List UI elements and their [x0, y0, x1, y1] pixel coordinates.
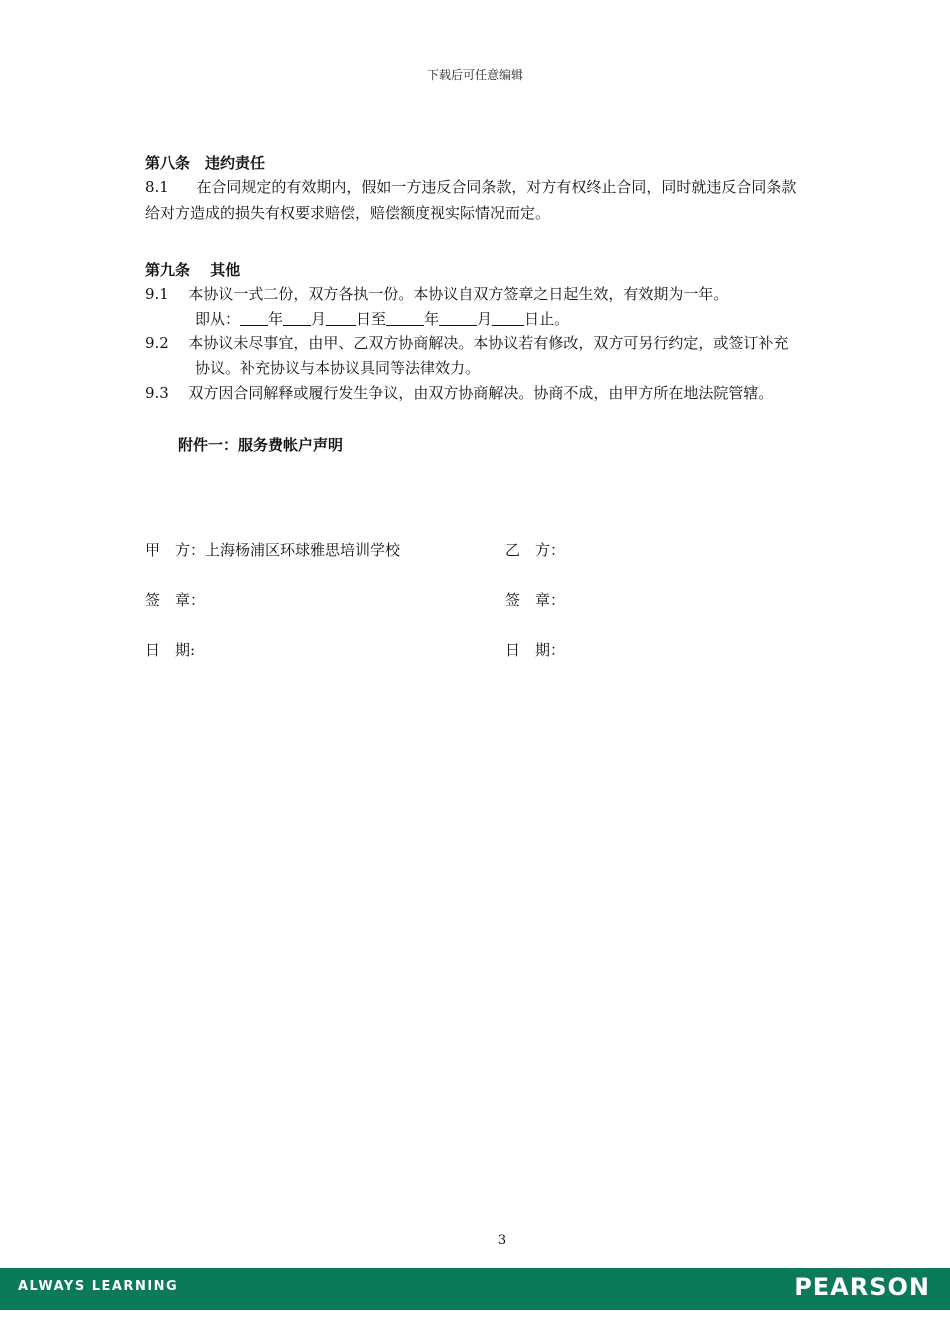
- clause-9-3: [145, 380, 773, 406]
- period-prefix: 即从：: [195, 310, 241, 328]
- blank-month-start[interactable]: [283, 309, 311, 326]
- blank-month-end[interactable]: [439, 309, 477, 326]
- clause-number: 8.1: [145, 178, 169, 196]
- clause-8-1: [145, 174, 796, 200]
- clause-number: 9.3: [145, 384, 169, 402]
- party-a-name: 上海杨浦区环球雅思培训学校: [205, 541, 401, 559]
- year-label: 年: [268, 310, 284, 328]
- clause-9-2: [145, 330, 788, 356]
- blank-year-start[interactable]: [240, 309, 268, 326]
- month-label: 月: [311, 310, 327, 328]
- party-a-label: 甲 方：: [145, 541, 206, 559]
- party-a-row: [145, 537, 400, 563]
- clause-number: 9.2: [145, 334, 169, 352]
- section-8-title: 第八条 违约责任: [145, 154, 266, 172]
- clause-text: 本协议未尽事宜，由甲、乙双方协商解决。本协议若有修改，双方可另行约定，或签订补充: [188, 334, 789, 352]
- page-number: 3: [497, 1233, 507, 1248]
- clause-9-2-continued: 协议。补充协议与本协议具同等法律效力。: [195, 359, 481, 377]
- clause-text: 本协议一式二份，双方各执一份。本协议自双方签章之日起生效，有效期为一年。: [188, 285, 729, 303]
- seal-b-label: 签 章：: [505, 591, 566, 609]
- clause-number: 9.1: [145, 285, 169, 303]
- blank-day-end[interactable]: [492, 309, 524, 326]
- blank-day-start[interactable]: [326, 309, 356, 326]
- day-to-label: 日至: [356, 310, 387, 328]
- year-label: 年: [424, 310, 440, 328]
- date-b-label: 日 期：: [505, 641, 566, 659]
- validity-period-line: [195, 306, 569, 332]
- seal-a-label: 签 章：: [145, 591, 206, 609]
- blank-year-end[interactable]: [386, 309, 424, 326]
- footer-tagline: ALWAYS LEARNING: [18, 1279, 179, 1294]
- month-label: 月: [477, 310, 493, 328]
- clause-text: 在合同规定的有效期内，假如一方违反合同条款，对方有权终止合同，同时就违反合同条款: [196, 178, 797, 196]
- clause-8-1-continued: 给对方造成的损失有权要求赔偿，赔偿额度视实际情况而定。: [145, 204, 551, 222]
- pearson-logo: PEARSON: [794, 1273, 930, 1301]
- date-a-label: 日 期:: [145, 641, 196, 659]
- footer-bar: [0, 1268, 950, 1310]
- clause-9-1: [145, 281, 728, 307]
- section-9-title: 第九条 其他: [145, 261, 241, 279]
- party-b-label: 乙 方：: [505, 541, 566, 559]
- attachment-title: 附件一：服务费帐户声明: [178, 436, 344, 454]
- page-header: 下载后可任意编辑: [426, 68, 523, 82]
- clause-text: 双方因合同解释或履行发生争议，由双方协商解决。协商不成，由甲方所在地法院管辖。: [188, 384, 774, 402]
- day-end-label: 日止。: [524, 310, 570, 328]
